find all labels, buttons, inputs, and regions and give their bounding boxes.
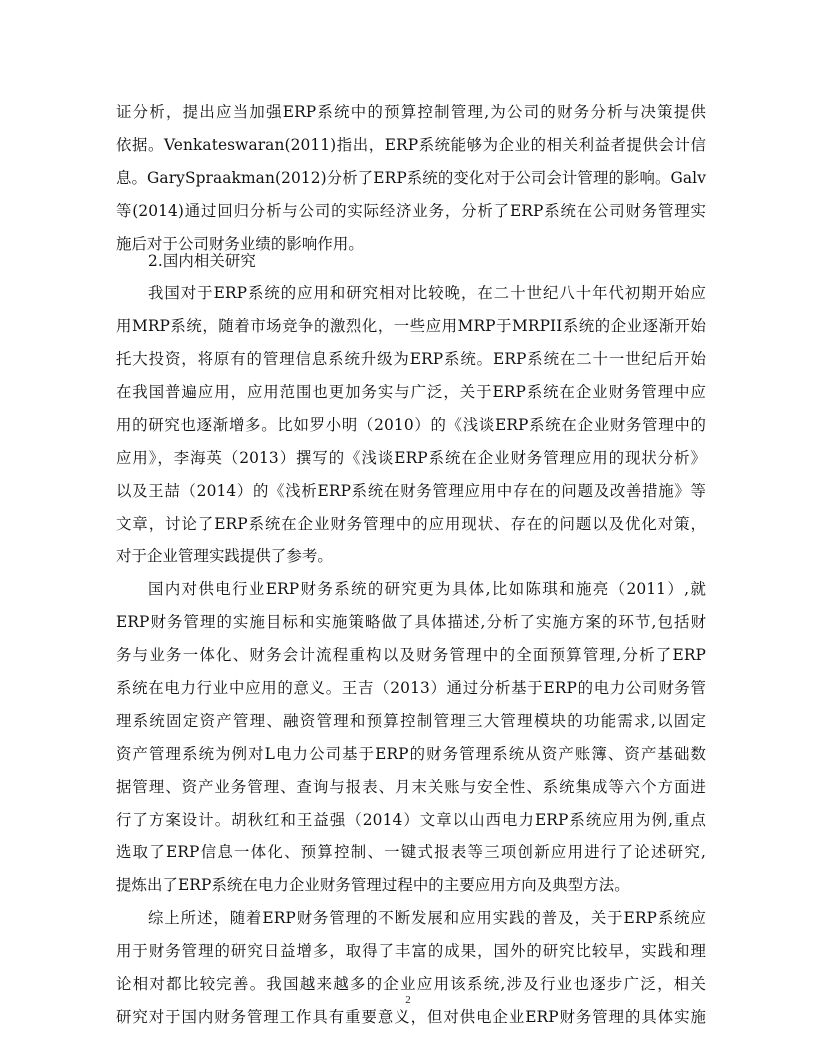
text-line: 对于企业管理实践提供了参考。 xyxy=(116,547,333,565)
text-line: 应用》，李海英（2013）撰写的《浅谈ERP系统在企业财务管理应用的现状分析》 xyxy=(116,449,706,467)
text-line: 国内对供电行业ERP财务系统的研究更为具体,比如陈琪和施亮（2011）,就 xyxy=(148,580,706,598)
text-line: 综上所述，随着ERP财务管理的不断发展和应用实践的普及，关于ERP系统应 xyxy=(148,909,706,927)
text-line: 资产管理系统为例对L电力公司基于ERP的财务管理系统从资产账簿、资产基础数 xyxy=(116,745,706,763)
text-line: 息。GarySpraakman(2012)分析了ERP系统的变化对于公司会计管理的影响。Galv xyxy=(116,169,706,187)
text-line: 施后对于公司财务业绩的影响作用。 xyxy=(116,235,364,253)
text-line: 提炼出了ERP系统在电力企业财务管理过程中的主要应用方向及典型方法。 xyxy=(116,876,630,894)
text-line: 等(2014)通过回归分析与公司的实际经济业务，分析了ERP系统在公司财务管理实 xyxy=(116,202,706,220)
text-line: 理系统固定资产管理、融资管理和预算控制管理三大管理模块的功能需求,以固定 xyxy=(116,712,706,730)
text-line: 以及王喆（2014）的《浅析ERP系统在财务管理应用中存在的问题及改善措施》等 xyxy=(116,482,706,500)
text-line: 用于财务管理的研究日益增多，取得了丰富的成果，国外的研究比较早，实践和理 xyxy=(116,942,706,960)
text-line: 论相对都比较完善。我国越来越多的企业应用该系统,涉及行业也逐步广泛，相关 xyxy=(116,975,706,993)
page-number: 2 xyxy=(405,994,411,1006)
text-line: 选取了ERP信息一体化、预算控制、一键式报表等三项创新应用进行了论述研究, xyxy=(116,843,706,861)
text-line: 托大投资，将原有的管理信息系统升级为ERP系统。ERP系统在二十一世纪后开始 xyxy=(116,350,706,368)
text-line: ERP财务管理的实施目标和实施策略做了具体描述,分析了实施方案的环节,包括财 xyxy=(116,613,706,631)
text-line: 在我国普遍应用，应用范围也更加务实与广泛，关于ERP系统在企业财务管理中应 xyxy=(116,383,706,401)
text-line: 行了方案设计。胡秋红和王益强（2014）文章以山西电力ERP系统应用为例,重点 xyxy=(116,811,706,829)
text-line: 用的研究也逐渐增多。比如罗小明（2010）的《浅谈ERP系统在企业财务管理中的 xyxy=(116,416,706,434)
text-line: 文章，讨论了ERP系统在企业财务管理中的应用现状、存在的问题以及优化对策， xyxy=(116,515,706,533)
text-line: 系统在电力行业中应用的意义。王吉（2013）通过分析基于ERP的电力公司财务管 xyxy=(116,679,706,697)
text-line: 证分析，提出应当加强ERP系统中的预算控制管理,为公司的财务分析与决策提供 xyxy=(116,103,706,121)
text-line: 据管理、资产业务管理、查询与报表、月末关账与安全性、系统集成等六个方面进 xyxy=(116,778,706,796)
text-line: 用MRP系统，随着市场竞争的激烈化，一些应用MRP于MRPII系统的企业逐渐开始 xyxy=(116,317,706,335)
text-line: 务与业务一体化、财务会计流程重构以及财务管理中的全面预算管理,分析了ERP xyxy=(116,646,706,664)
text-line: 研究对于国内财务管理工作具有重要意义，但对供电企业ERP财务管理的具体实施 xyxy=(116,1008,706,1026)
text-line: 依据。Venkateswaran(2011)指出，ERP系统能够为企业的相关利益者提供会计信 xyxy=(116,136,706,154)
section-heading: 2.国内相关研究 xyxy=(148,252,256,270)
text-line: 我国对于ERP系统的应用和研究相对比较晚，在二十世纪八十年代初期开始应 xyxy=(148,284,706,302)
